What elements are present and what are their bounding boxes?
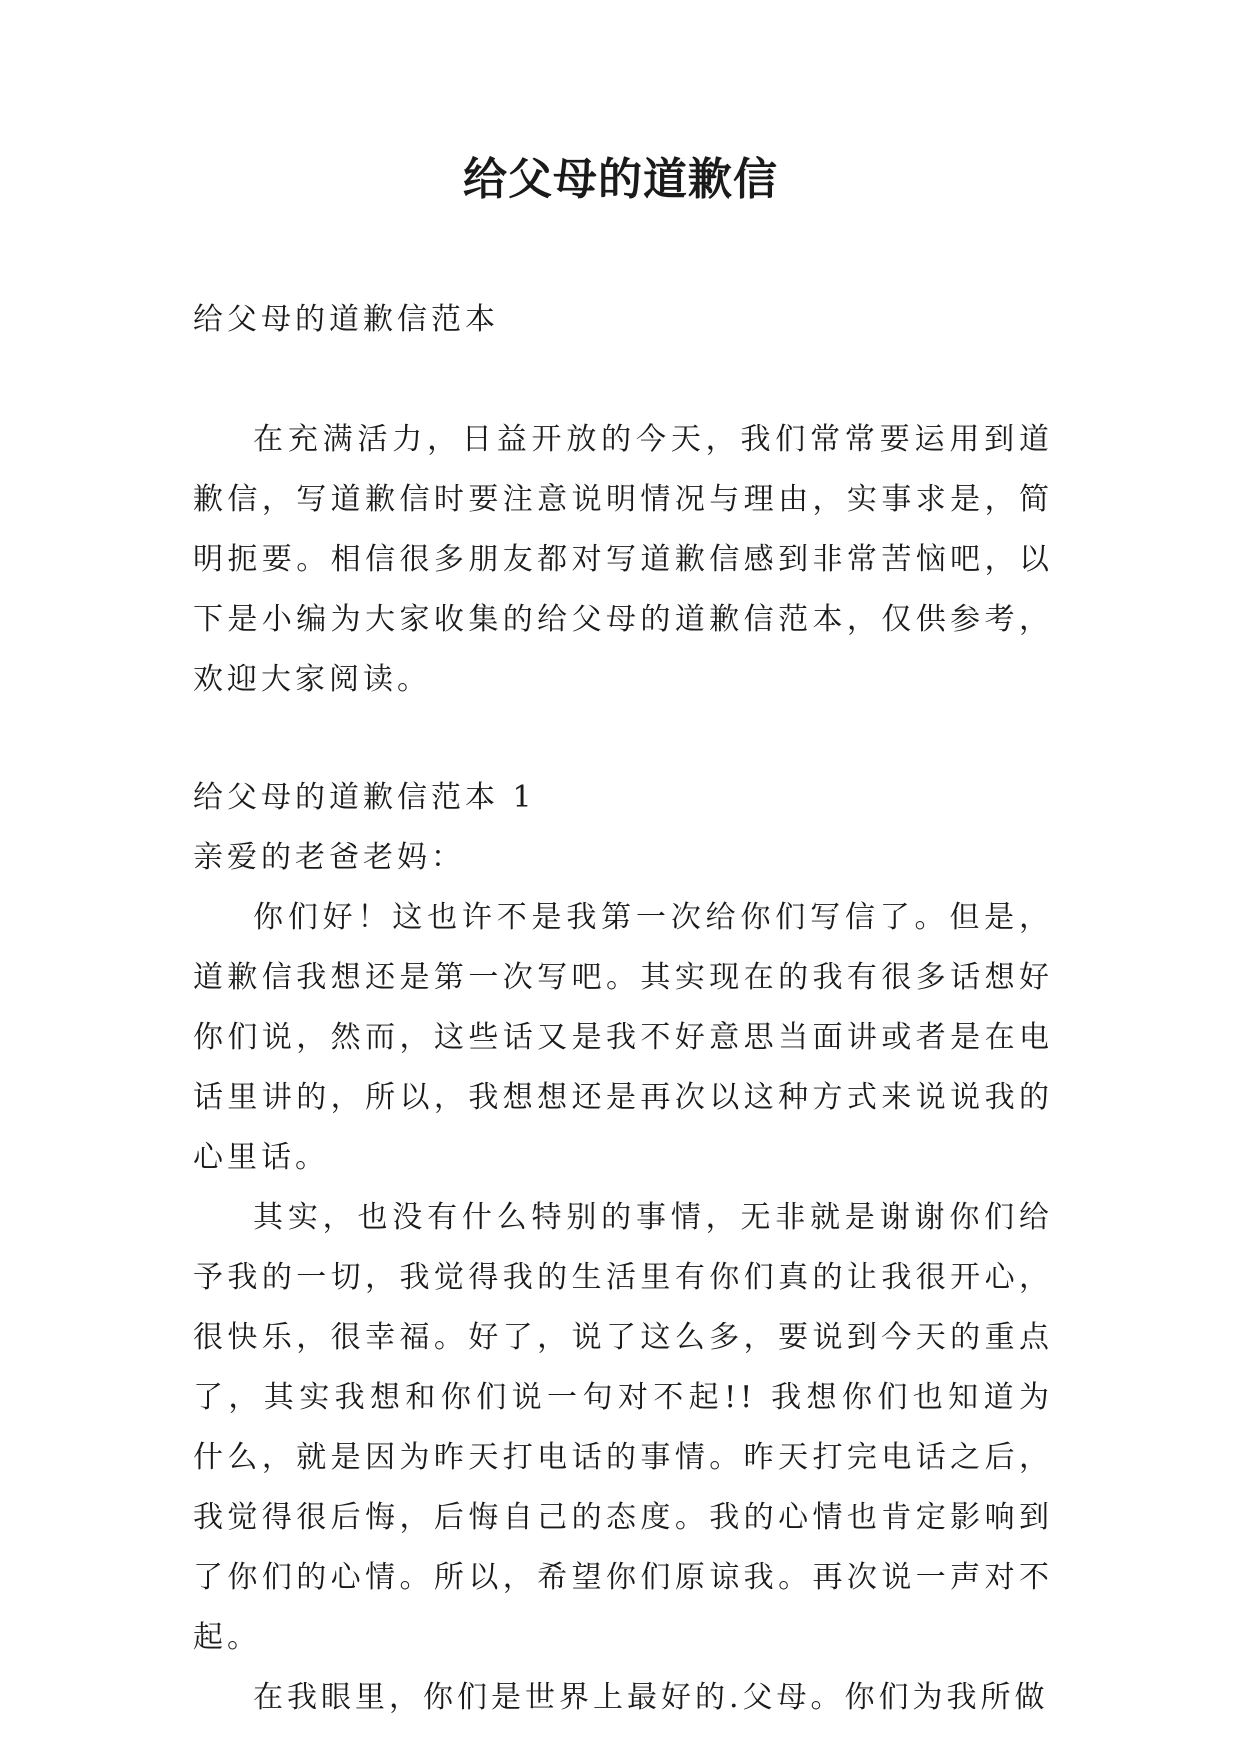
intro-paragraph: 在充满活力，日益开放的今天，我们常常要运用到道歉信，写道歉信时要注意说明情况与理由，实事求是，简明扼要。相信很多朋友都对写道歉信感到非常苦恼吧，以下是小编为大家收集的给父母的道歉信范本，仅供参考，欢迎大家阅读。 xyxy=(193,422,1053,697)
letter-paragraph-3: 在我眼里，你们是世界上最好的.父母。你们为我所做 xyxy=(253,1680,1049,1715)
section-heading: 给父母的道歉信范本 1 xyxy=(193,780,536,815)
document-title: 给父母的道歉信 xyxy=(463,154,778,205)
spacer xyxy=(193,350,1053,410)
document-subtitle: 给父母的道歉信范本 xyxy=(193,302,499,337)
letter-paragraph-1: 你们好！这也许不是我第一次给你们写信了。但是，道歉信我想还是第一次写吧。其实现在的我有很多话想好你们说，然而，这些话又是我不好意思当面讲或者是在电话里讲的，所以，我想想还是再次以这种方式来说说我的心里话。 xyxy=(193,900,1053,1175)
document-body xyxy=(193,290,1053,1728)
letter-paragraph-2: 其实，也没有什么特别的事情，无非就是谢谢你们给予我的一切，我觉得我的生活里有你们真的让我很开心，很快乐，很幸福。好了，说了这么多，要说到今天的重点了，其实我想和你们说一句对不起!! 我想你们也知道为什么，就是因为昨天打电话的事情。昨天打完电话之后，我觉得很后悔，后悔自己的态度。我的心情也肯定影响到了你们的心情。所以，希望你们原谅我。再次说一声对不起。 xyxy=(193,1200,1053,1655)
spacer xyxy=(193,710,1053,768)
salutation: 亲爱的老爸老妈： xyxy=(193,840,465,875)
